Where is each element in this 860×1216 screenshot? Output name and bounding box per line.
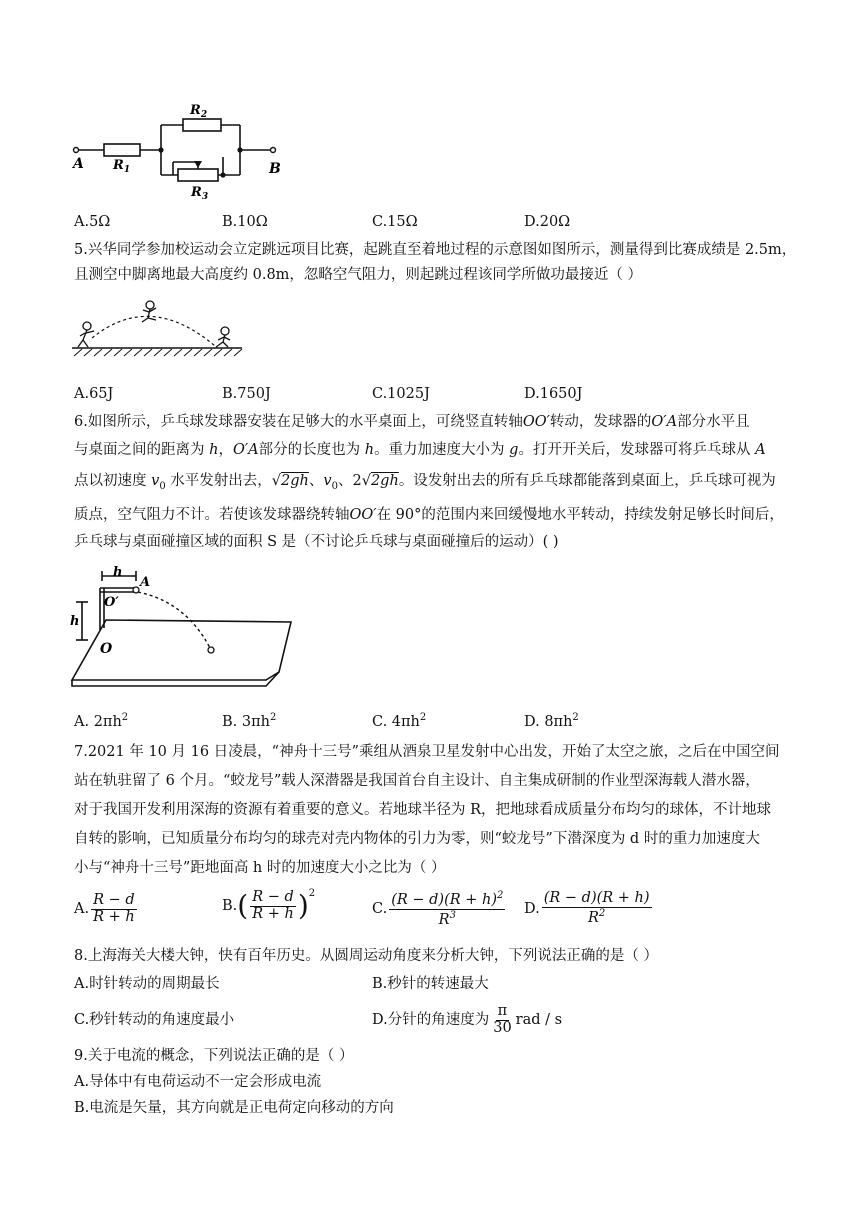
q6-option-c[interactable]: C. $4\pi h^2$: [372, 712, 427, 730]
q8-option-b[interactable]: B.秒针的转速最大: [372, 976, 489, 992]
q9-option-b[interactable]: B.电流是矢量，其方向就是正电荷定向移动的方向: [74, 1100, 394, 1116]
r1-label: R: [113, 158, 124, 173]
q8-option-c[interactable]: C.秒针转动的角速度最小: [74, 1012, 235, 1028]
long-jump-figure: [70, 296, 245, 362]
r3-sub: 3: [201, 192, 209, 200]
q5-option-a[interactable]: A.65J: [74, 386, 114, 402]
q8-option-a[interactable]: A.时针转动的周期最长: [74, 976, 220, 992]
q6-stem-line5: 乒乓球与桌面碰撞区域的面积 S 是（不讨论乒乓球与桌面碰撞后的运动）( ): [74, 534, 559, 550]
q5-option-d[interactable]: D.1650J: [524, 386, 583, 402]
q7-stem-line2: 站在轨驻留了 6 个月。“蛟龙号”载人深潜器是我国首台自主设计、自主集成研制的作业型深海载人潜水器，: [74, 773, 760, 789]
fig-o-label: O: [100, 641, 113, 657]
node-b-label: B: [269, 161, 281, 177]
q7-option-c[interactable]: C. $\frac{(R - d)(R + h)^2}{R^3}$: [372, 889, 504, 928]
q7-option-a[interactable]: A. $\frac{R - d}{R + h}$: [74, 891, 135, 925]
q5-option-c[interactable]: C.1025J: [372, 386, 430, 402]
q7-stem-line5: 小与“神舟十三号”距地面高 h 时的加速度大小之比为（ ）: [74, 860, 446, 876]
q5-option-b[interactable]: B.750J: [222, 386, 271, 402]
q6-option-a[interactable]: A. $2\pi h^2$: [74, 712, 129, 730]
q7-option-d[interactable]: D. $\frac{(R - d)(R + h)}{R^2}$: [524, 890, 650, 926]
q9-option-a[interactable]: A.导体中有电荷运动不一定会形成电流: [74, 1074, 322, 1090]
q8-stem: 8.上海海关大楼大钟，快有百年历史。从圆周运动角度来分析大钟，下列说法正确的是（ ）: [74, 948, 658, 964]
q7-option-b[interactable]: B. ( $\frac{R - d}{R + h}$ ) $^2$: [222, 888, 316, 922]
q6-option-b[interactable]: B. $3\pi h^2$: [222, 712, 277, 730]
q6-stem-line2: 与桌面之间的距离为 h，O′A部分的长度也为 h。重力加速度大小为 g。打开开关后，发球器可将乒乓球从 A: [74, 442, 766, 458]
node-a-label: A: [73, 156, 84, 172]
q6-stem-line1: 6.如图所示，乒乓球发球器安装在足够大的水平桌面上，可绕竖直转轴OO′转动，发球器的O′A部分水平且: [74, 414, 750, 430]
q5-stem-line1: 5.兴华同学参加校运动会立定跳远项目比赛，起跳直至着地过程的示意图如图所示，测量得到比赛成绩是 2.5m，: [74, 242, 797, 258]
q4-option-b[interactable]: B.10Ω: [222, 214, 268, 230]
q4-option-c[interactable]: C.15Ω: [372, 214, 418, 230]
svg-text:R3: [190, 185, 208, 200]
q6-option-d[interactable]: D. $8\pi h^2$: [524, 712, 579, 730]
q9-stem: 9.关于电流的概念，下列说法正确的是（ ）: [74, 1048, 354, 1064]
r1-sub: 1: [123, 165, 131, 175]
q5-stem-line2: 且测空中脚离地最大高度约 0.8m，忽略空气阻力，则起跳过程该同学所做功最接近（ ）: [74, 267, 643, 283]
q6-stem-line3: 点以初速度 $v_0$ 水平发射出去，√2gh、$v_0$、2√2gh。设发射出去的所有乒乓球都能落到桌面上，乒乓球可视为: [74, 473, 776, 492]
svg-text:R1: [112, 158, 130, 175]
fig-h-top-label: h: [113, 565, 123, 580]
q7-stem-line4: 自转的影响，已知质量分布均匀的球壳对壳内物体的引力为零，则“蛟龙号”下潜深度为 d 时的重力加速度大: [74, 831, 760, 847]
svg-text:R2: [189, 103, 207, 120]
q7-stem-line1: 7.2021 年 10 月 16 日凌晨，“神舟十三号”乘组从酒泉卫星发射中心出发，开始了太空之旅，之后在中国空间: [74, 744, 780, 760]
q4-option-d[interactable]: D.20Ω: [524, 214, 571, 230]
fig-oprime-label: O′: [104, 595, 119, 610]
r2-sub: 2: [200, 110, 208, 120]
fig-h-left-label: h: [70, 614, 80, 629]
q4-option-a[interactable]: A.5Ω: [74, 214, 111, 230]
ping-pong-launcher-figure: [66, 562, 296, 694]
q8-option-d[interactable]: D.分针的角速度为 $\frac{\pi}{30}$ rad / s: [372, 1002, 563, 1036]
r3-label: R: [191, 185, 202, 200]
q6-stem-line4: 质点，空气阻力不计。若使该发球器绕转轴OO′在 90°的范围内来回缓慢地水平转动，持续发射足够长时间后，: [74, 507, 784, 523]
circuit-diagram: [68, 95, 298, 200]
r2-label: R: [190, 103, 201, 118]
fig-a-label: A: [140, 575, 151, 590]
q7-stem-line3: 对于我国开发利用深海的资源有着重要的意义。若地球半径为 R，把地球看成质量分布均匀的球体，不计地球: [74, 802, 772, 818]
